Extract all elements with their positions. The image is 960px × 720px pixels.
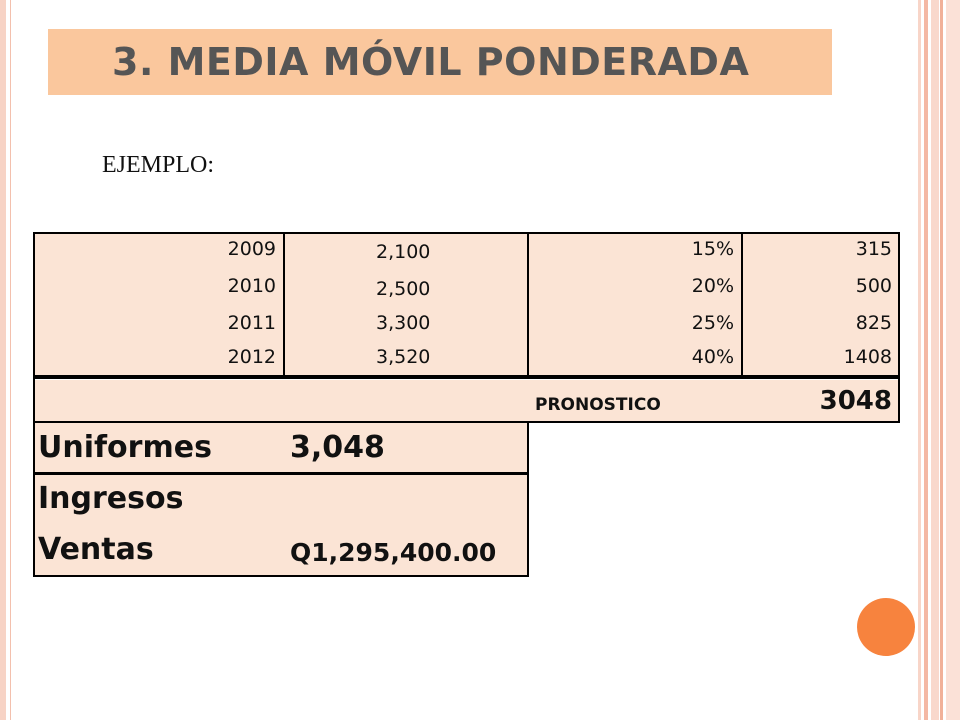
slide-right-stripe — [924, 0, 928, 720]
forecast-value: 3048 — [819, 386, 892, 416]
weighted-cell: 1408 — [843, 346, 892, 368]
weighted-cell: 315 — [855, 238, 892, 260]
slide-left-border — [0, 0, 6, 720]
forecast-label: PRONOSTICO — [535, 395, 661, 415]
slide-right-stripe — [946, 0, 960, 720]
weight-cell: 15% — [691, 238, 734, 260]
slide-left-line — [10, 0, 11, 720]
ventas-value: Q1,295,400.00 — [290, 538, 497, 567]
weight-cell: 40% — [691, 346, 734, 368]
weight-cell: 25% — [691, 312, 734, 334]
uniformes-value: 3,048 — [290, 430, 385, 465]
ventas-label: Ventas — [38, 532, 154, 567]
uniformes-label: Uniformes — [38, 430, 212, 465]
weighted-cell: 825 — [855, 312, 892, 334]
weight-cell: 20% — [691, 275, 734, 297]
slide-right-stripe — [940, 0, 943, 720]
year-cell: 2010 — [227, 275, 276, 297]
data-table-block — [33, 232, 899, 376]
year-cell: 2009 — [227, 238, 276, 260]
slide-right-stripe — [918, 0, 921, 720]
value-cell: 2,100 — [376, 241, 431, 263]
slide-right-stripe — [931, 0, 939, 720]
value-cell: 3,520 — [376, 346, 431, 368]
example-label: EJEMPLO: — [102, 152, 215, 178]
value-cell: 3,300 — [376, 312, 431, 334]
forecast-row — [33, 380, 899, 422]
ingresos-label: Ingresos — [38, 481, 184, 516]
slide-title: 3. MEDIA MÓVIL PONDERADA — [112, 40, 750, 84]
weighted-cell: 500 — [855, 275, 892, 297]
decorative-circle — [857, 598, 915, 656]
value-cell: 2,500 — [376, 278, 431, 300]
year-cell: 2011 — [227, 312, 276, 334]
year-cell: 2012 — [227, 346, 276, 368]
